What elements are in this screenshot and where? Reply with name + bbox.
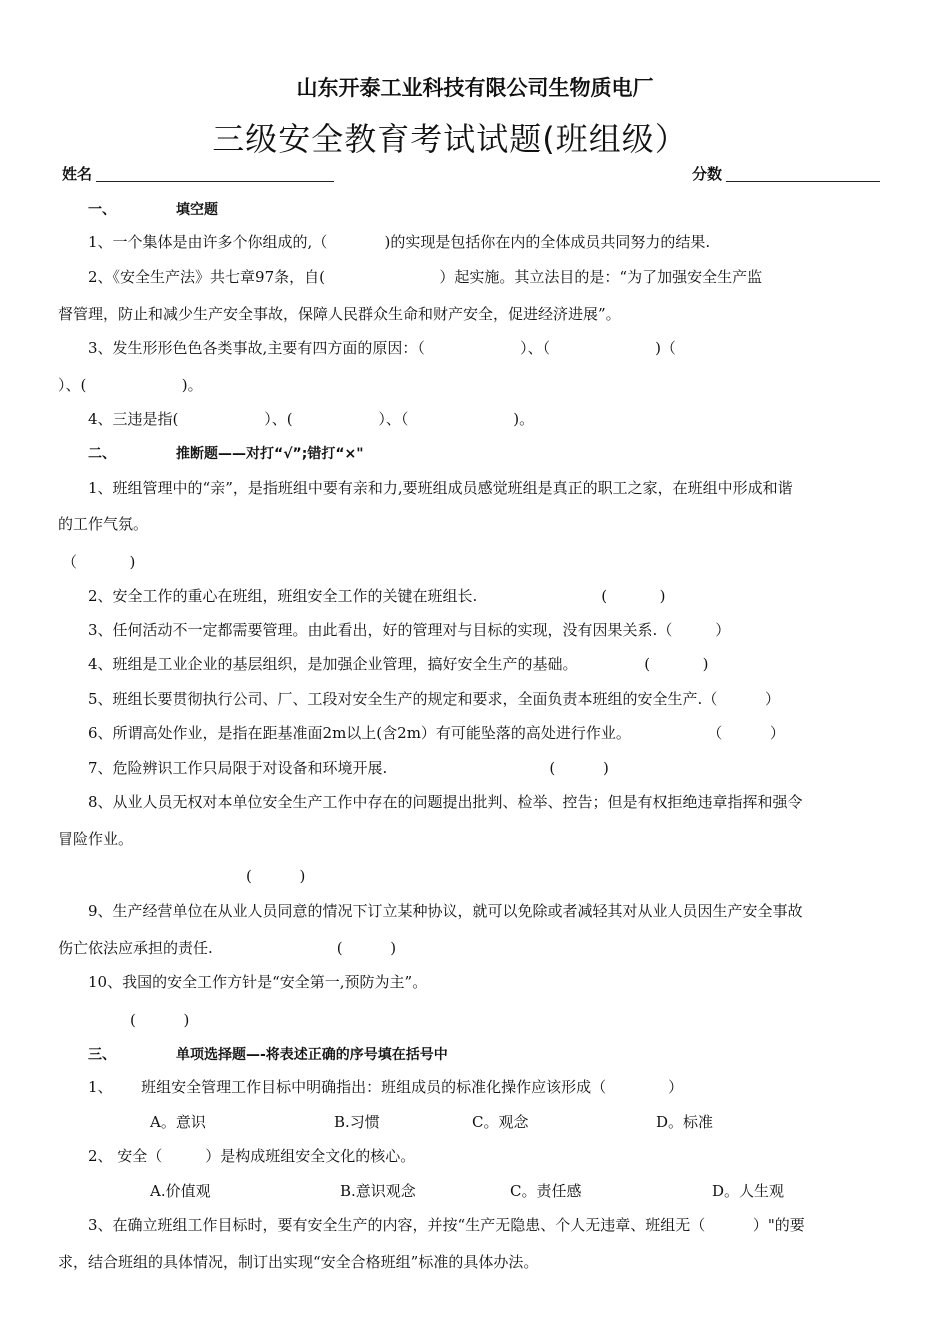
s3-question-3-cont: 求，结合班组的具体情况，制订出实现“安全合格班组”标准的具体办法。 <box>58 1253 539 1271</box>
s3-q1-option-a: A。意识 <box>150 1113 206 1131</box>
s2-question-5: 5、班组长要贯彻执行公司、厂、工段对安全生产的规定和要求，全面负责本班组的安全生产.（ ） <box>88 690 780 708</box>
exam-title: 三级安全教育考试试题(班组级） <box>212 120 688 158</box>
s3-q2-option-a: A.价值观 <box>150 1182 211 1200</box>
s1-question-2: 2、《安全生产法》共七章97条，自( ）起实施。其立法目的是：“为了加强安全生产监 <box>88 268 763 286</box>
s3-q2-option-b: B.意识观念 <box>340 1182 416 1200</box>
s3-question-2: 2、 安全（ ）是构成班组安全文化的核心。 <box>88 1147 416 1165</box>
s3-q1-option-b: B.习惯 <box>334 1113 380 1131</box>
score-field-line[interactable] <box>726 180 880 182</box>
s2-question-4: 4、班组是工业企业的基层组织，是加强企业管理，搞好安全生产的基础。 ( ) <box>88 655 709 673</box>
s2-question-2: 2、安全工作的重心在班组，班组安全工作的关键在班组长. ( ) <box>88 587 666 605</box>
s1-question-3: 3、发生形形色色各类事故,主要有四方面的原因：（ ）、（ )（ <box>88 339 676 357</box>
s2-question-10-answer: ( ) <box>130 1011 190 1029</box>
section3-title: 单项选择题—-将表述正确的序号填在括号中 <box>176 1047 448 1063</box>
s1-question-4: 4、三违是指( ）、( ）、（ )。 <box>88 410 535 428</box>
s2-question-8: 8、从业人员无权对本单位安全生产工作中存在的问题提出批判、检举、控告；但是有权拒绝违章指挥和强令 <box>88 793 803 811</box>
score-label: 分数 <box>692 165 723 183</box>
s2-question-1-cont: 的工作气氛。 <box>58 515 149 533</box>
section1-title: 填空题 <box>176 202 218 218</box>
s3-question-1: 1、 班组安全管理工作目标中明确指出：班组成员的标准化操作应该形成（ ） <box>88 1078 684 1096</box>
name-label: 姓名 <box>62 165 93 183</box>
s2-question-9-cont: 伤亡依法应承担的责任. ( ) <box>58 939 397 957</box>
s3-q2-option-c: C。责任感 <box>510 1182 582 1200</box>
s1-question-1: 1、一个集体是由许多个你组成的,（ )的实现是包括你在内的全体成员共同努力的结果. <box>88 233 711 251</box>
name-field-line[interactable] <box>96 180 334 182</box>
s3-q1-option-d: D。标准 <box>656 1113 714 1131</box>
s2-question-9: 9、生产经营单位在从业人员同意的情况下订立某种协议，就可以免除或者减轻其对从业人员因生产安全事故 <box>88 902 803 920</box>
s3-question-3: 3、在确立班组工作目标时，要有安全生产的内容，并按“生产无隐患、个人无违章、班组无（ ）"的要 <box>88 1216 805 1234</box>
s2-question-8-answer: ( ) <box>246 867 306 885</box>
section2-number: 二、 <box>88 446 116 462</box>
s3-q2-option-d: D。人生观 <box>712 1182 785 1200</box>
section2-title: 推断题——对打“√”;错打“×" <box>176 446 364 462</box>
s2-question-7: 7、危险辨识工作只局限于对设备和环境开展. ( ) <box>88 759 609 777</box>
s2-question-1-answer: （ ) <box>62 553 136 571</box>
s3-q1-option-c: C。观念 <box>472 1113 529 1131</box>
section1-number: 一、 <box>88 202 116 218</box>
s2-question-1: 1、班组管理中的“亲”，是指班组中要有亲和力,要班组成员感觉班组是真正的职工之家，在班组中形成和谐 <box>88 479 793 497</box>
s1-question-2-cont: 督管理，防止和减少生产安全事故，保障人民群众生命和财产安全，促进经济进展”。 <box>58 305 621 323</box>
s1-question-3-cont: ）、( )。 <box>58 376 203 394</box>
s2-question-6: 6、所谓高处作业，是指在距基准面2m以上(含2m）有可能坠落的高处进行作业。 （ ） <box>88 724 785 742</box>
s2-question-8-cont: 冒险作业。 <box>58 830 134 848</box>
s2-question-10: 10、我国的安全工作方针是“安全第一,预防为主”。 <box>88 973 428 991</box>
section3-number: 三、 <box>88 1047 116 1063</box>
company-title: 山东开泰工业科技有限公司生物质电厂 <box>296 76 654 100</box>
s2-question-3: 3、任何活动不一定都需要管理。由此看出，好的管理对与目标的实现，没有因果关系.（ ） <box>88 621 731 639</box>
